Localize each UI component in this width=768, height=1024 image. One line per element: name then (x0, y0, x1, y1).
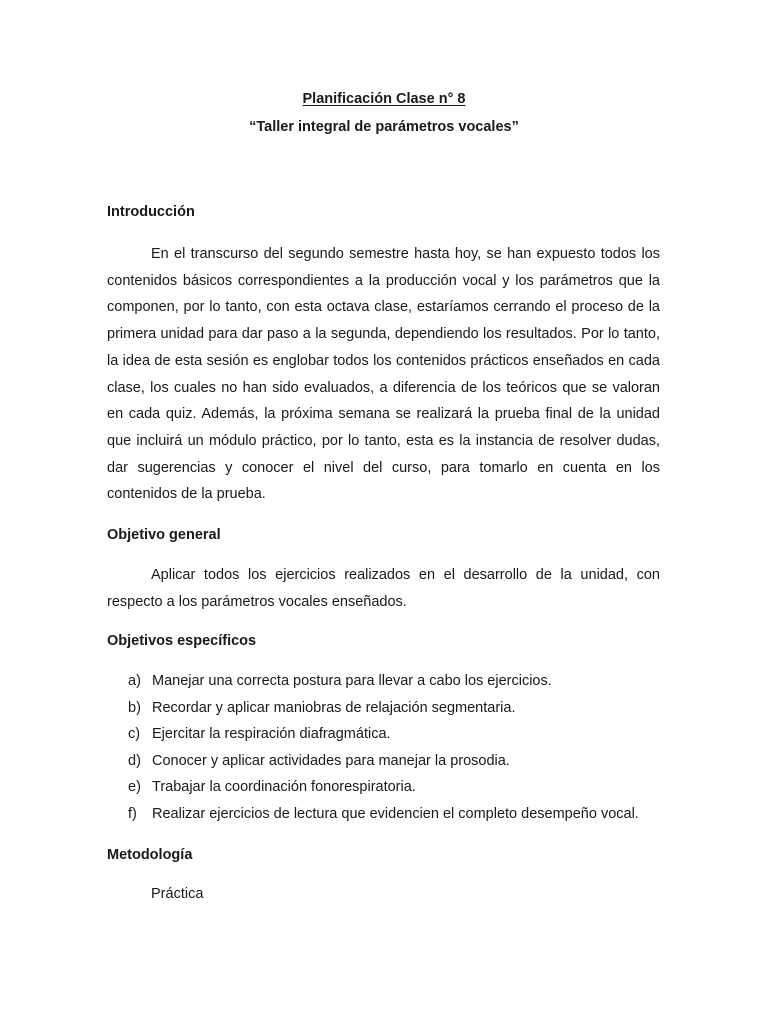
specific-objectives-list (107, 668, 667, 828)
list-item (107, 695, 667, 722)
document-subtitle: “Taller integral de parámetros vocales” (249, 119, 519, 135)
list-marker: b) (128, 699, 141, 716)
list-item (107, 748, 667, 775)
list-item (107, 721, 667, 748)
list-item-text: Trabajar la coordinación fonorespiratoria. (152, 779, 416, 796)
list-marker: c) (128, 726, 141, 743)
list-marker: f) (128, 805, 137, 822)
list-item (107, 801, 667, 828)
list-item-text: Realizar ejercicios de lectura que evidencien el completo desempeño vocal. (152, 805, 639, 822)
list-item-text: Recordar y aplicar maniobras de relajación segmentaria. (152, 699, 516, 716)
list-item-text: Conocer y aplicar actividades para manejar la prosodia. (152, 752, 510, 769)
introduction-paragraph: En el transcurso del segundo semestre hasta hoy, se han expuesto todos los contenidos básicos correspondientes a la producción vocal y los parámetros que la componen, por lo tanto, con esta octava clase, estaríamos cerrando el proceso de la primera unidad para dar paso a la segunda, dependiendo los resultados. Por lo tanto, la idea de esta sesión es englobar todos los contenidos prácticos enseñados en cada clase, los cuales no han sido evaluados, a diferencia de los teóricos que se valoran en cada quiz. Además, la próxima semana se realizará la prueba final de la unidad que incluirá un módulo práctico, por lo tanto, esta es la instancia de resolver dudas, dar sugerencias y conocer el nivel del curso, para tomarlo en cuenta en los contenidos de la prueba. (107, 246, 660, 503)
section-heading-general-objective: Objetivo general (107, 527, 221, 543)
section-heading-specific-objectives: Objetivos específicos (107, 633, 257, 649)
general-objective-paragraph: Aplicar todos los ejercicios realizados en el desarrollo de la unidad, con respecto a los parámetros vocales enseñados. (107, 567, 660, 610)
list-marker: d) (128, 752, 141, 769)
list-item (107, 774, 667, 801)
section-heading-methodology: Metodología (107, 847, 193, 863)
methodology-text: Práctica (151, 886, 204, 902)
section-heading-introduction: Introducción (107, 204, 195, 220)
list-item-text: Manejar una correcta postura para llevar a cabo los ejercicios. (152, 673, 552, 689)
list-marker: a) (128, 673, 141, 689)
list-marker: e) (128, 779, 141, 796)
document-title: Planificación Clase n° 8 (302, 91, 466, 107)
list-item (107, 668, 667, 695)
list-item-text: Ejercitar la respiración diafragmática. (152, 726, 391, 743)
